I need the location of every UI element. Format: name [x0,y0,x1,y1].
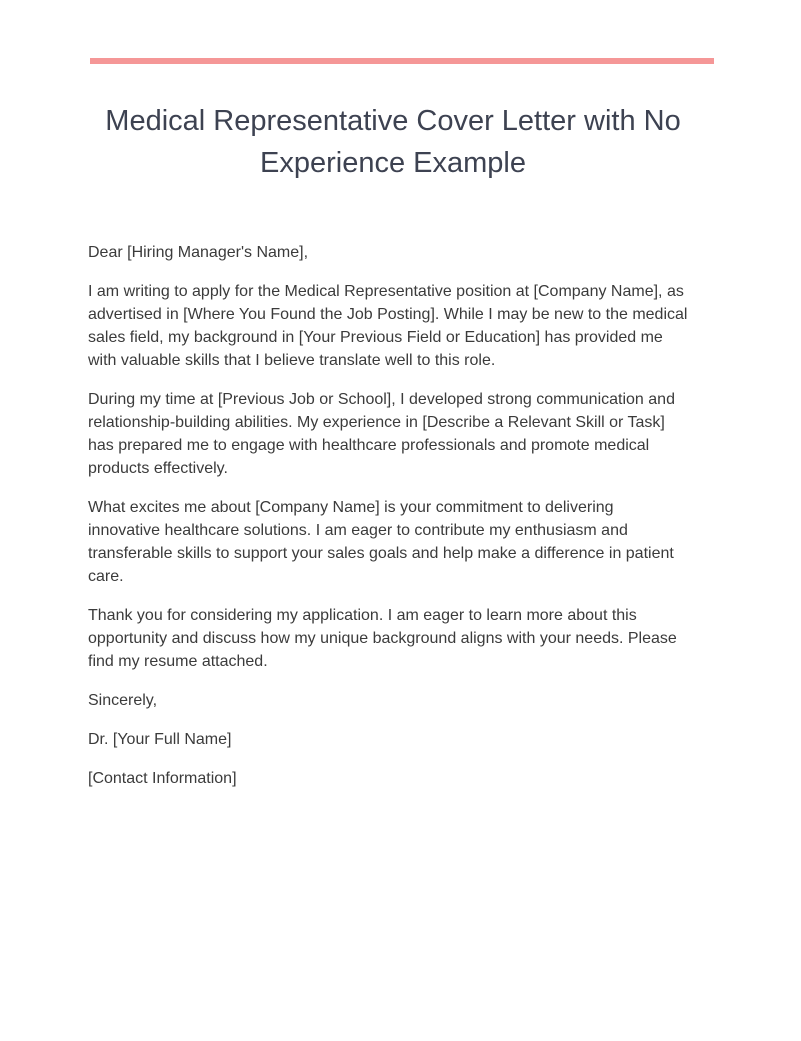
signature: Dr. [Your Full Name] [88,731,232,748]
paragraph-company-interest: What excites me about [Company Name] is your commitment to delivering innovative healthcare solutions. I am eager to contribute my enthusiasm and transferable skills to support your sales goals and help make a difference in patient care. [88,499,674,585]
accent-bar [90,58,714,64]
paragraph-intro: I am writing to apply for the Medical Representative position at [Company Name], as advertised in [Where You Found the Job Posting]. While I may be new to the medical sales field, my background in [Your Previous Field or Education] has provided me with valuable skills that I believe translate well to this role. [88,283,688,369]
letter-body [88,241,688,806]
document-title: Medical Representative Cover Letter with No Experience Example [105,105,681,179]
closing: Sincerely, [88,692,158,709]
salutation: Dear [Hiring Manager's Name], [88,244,309,261]
paragraph-experience: During my time at [Previous Job or School], I developed strong communication and relationship-building abilities. My experience in [Describe a Relevant Skill or Task] has prepared me to engage with healthcare professionals and promote medical products effectively. [88,391,675,477]
contact-information: [Contact Information] [88,770,237,787]
paragraph-thank-you: Thank you for considering my application. I am eager to learn more about this opportunity and discuss how my unique background aligns with your needs. Please find my resume attached. [88,607,677,670]
